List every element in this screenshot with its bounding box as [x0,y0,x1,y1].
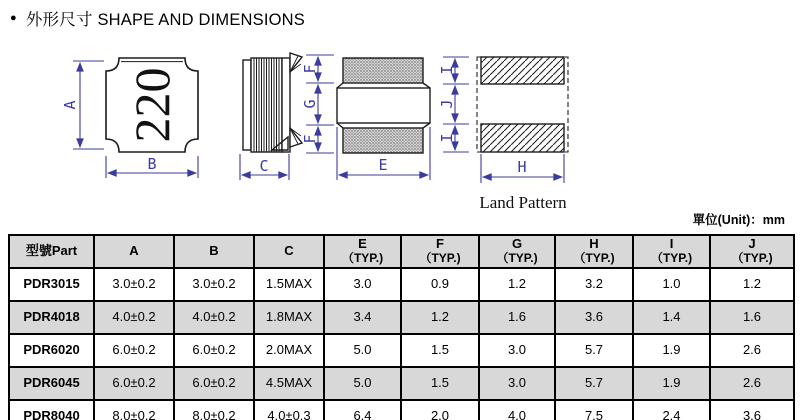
cell-f: 2.0 [401,400,479,420]
cell-c: 1.5MAX [254,268,324,301]
cell-b: 3.0±0.2 [174,268,254,301]
cell-e: 3.0 [324,268,401,301]
land-pattern [477,57,568,152]
dimension-drawings [0,40,801,235]
cell-c: 4.5MAX [254,367,324,400]
col-header-i: I （TYP.) [633,235,710,268]
cell-e: 5.0 [324,367,401,400]
section-title-text: 外形尺寸 SHAPE AND DIMENSIONS [25,11,305,29]
cell-b: 6.0±0.2 [174,334,254,367]
cell-j: 2.6 [710,367,794,400]
table-row [9,301,794,334]
cell-h: 3.6 [555,301,633,334]
cell-f: 0.9 [401,268,479,301]
col-header-c: C [254,235,324,268]
dim-c-label: C [259,157,269,175]
dim-h-label: H [517,158,527,176]
cell-part: PDR6020 [9,334,94,367]
cell-g: 1.2 [479,268,555,301]
cell-part: PDR3015 [9,268,94,301]
dim-j-label: J [438,99,456,109]
cell-f: 1.2 [401,301,479,334]
dim-a [61,61,104,149]
land-pattern-caption: Land Pattern [479,193,567,212]
cell-c: 1.8MAX [254,301,324,334]
cell-g: 3.0 [479,334,555,367]
dim-b-label: B [147,155,157,173]
cell-j: 1.2 [710,268,794,301]
table-row [9,334,794,367]
cell-a: 6.0±0.2 [94,334,174,367]
cell-a: 3.0±0.2 [94,268,174,301]
dim-a-label: A [61,100,79,110]
cell-i: 1.9 [633,334,710,367]
cell-h: 3.2 [555,268,633,301]
dim-b [106,155,198,178]
dim-iji [438,57,469,152]
section-title [10,6,305,30]
cell-b: 8.0±0.2 [174,400,254,420]
cell-b: 4.0±0.2 [174,301,254,334]
part-marking: 220 [124,67,180,143]
cell-e: 6.4 [324,400,401,420]
cell-c: 4.0±0.3 [254,400,324,420]
cell-f: 1.5 [401,334,479,367]
dim-f-top-label: F [301,64,319,74]
cell-part: PDR8040 [9,400,94,420]
cell-a: 8.0±0.2 [94,400,174,420]
col-header-b: B [174,235,254,268]
dim-i-top-label: I [438,65,456,75]
col-header-a: A [94,235,174,268]
col-header-h: H （TYP.) [555,235,633,268]
dim-f-bottom-label: F [301,134,319,144]
dim-e-label: E [378,156,388,174]
dim-fgf [301,55,334,153]
dim-i-bottom-label: I [438,133,456,143]
top-view [106,58,198,152]
cell-part: PDR4018 [9,301,94,334]
dim-h [481,154,564,183]
cell-c: 2.0MAX [254,334,324,367]
col-header-e: E （TYP.) [324,235,401,268]
cell-g: 1.6 [479,301,555,334]
cell-j: 3.6 [710,400,794,420]
table-row [9,268,794,301]
cell-f: 1.5 [401,367,479,400]
cell-h: 5.7 [555,367,633,400]
unit-label: 單位(Unit)：mm [692,213,785,227]
side-view [243,53,302,152]
cell-part: PDR6045 [9,367,94,400]
cell-h: 5.7 [555,334,633,367]
dimensions-table [8,234,795,420]
cell-e: 5.0 [324,334,401,367]
cell-i: 2.4 [633,400,710,420]
cell-e: 3.4 [324,301,401,334]
table-row [9,367,794,400]
cell-g: 3.0 [479,367,555,400]
cell-a: 6.0±0.2 [94,367,174,400]
table-row [9,400,794,420]
dim-c [240,154,289,180]
cell-i: 1.4 [633,301,710,334]
header-row [9,235,794,268]
cell-i: 1.0 [633,268,710,301]
col-header-f: F （TYP.) [401,235,479,268]
bottom-view [337,58,430,153]
cell-j: 1.6 [710,301,794,334]
cell-h: 7.5 [555,400,633,420]
col-header-j: J （TYP.) [710,235,794,268]
cell-j: 2.6 [710,334,794,367]
col-header-g: G （TYP.) [479,235,555,268]
col-header-part: 型號Part [9,235,94,268]
bullet-icon: ● [10,11,17,24]
cell-a: 4.0±0.2 [94,301,174,334]
dim-g-label: G [301,99,319,109]
cell-g: 4.0 [479,400,555,420]
cell-b: 6.0±0.2 [174,367,254,400]
cell-i: 1.9 [633,367,710,400]
